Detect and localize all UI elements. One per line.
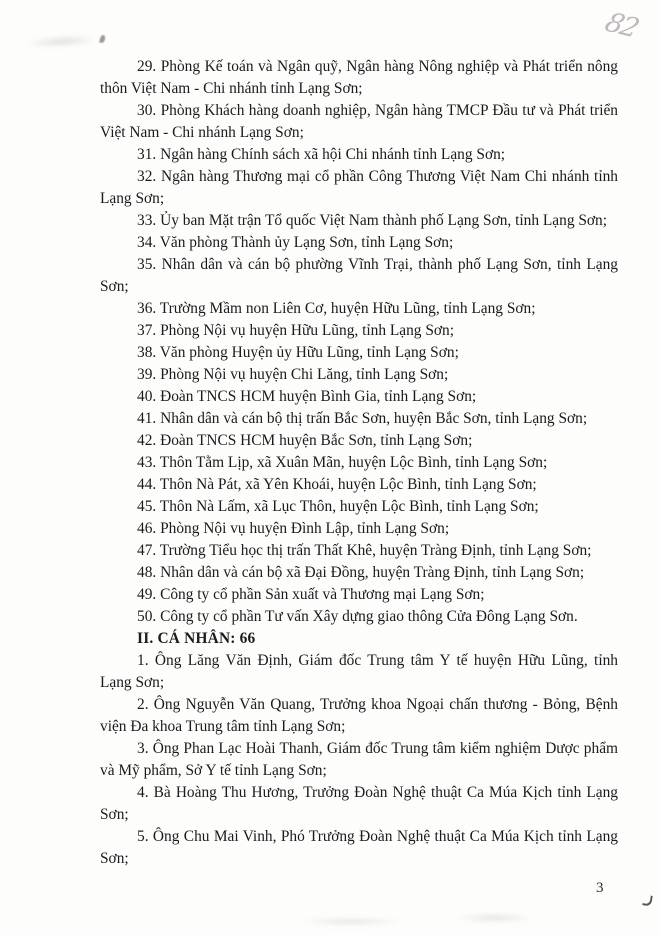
scan-speck — [99, 34, 106, 43]
list-item: 34. Văn phòng Thành ủy Lạng Sơn, tỉnh Lạng Sơn; — [137, 234, 454, 251]
scan-artifact-bottom-right — [642, 894, 653, 906]
list-item: 40. Đoàn TNCS HCM huyện Bình Gia, tỉnh Lạng Sơn; — [137, 388, 477, 405]
list-item: 3. Ông Phan Lạc Hoài Thanh, Giám đốc Trung tâm kiểm nghiệm Dược phẩm và Mỹ phẩm, Sở Y tế tỉnh Lạng Sơn; — [100, 740, 618, 779]
list-item: 33. Ủy ban Mặt trận Tổ quốc Việt Nam thành phố Lạng Sơn, tỉnh Lạng Sơn; — [137, 212, 608, 229]
scan-smudge-bottom-center — [455, 913, 535, 923]
list-item: 2. Ông Nguyễn Văn Quang, Trưởng khoa Ngoại chấn thương - Bỏng, Bệnh viện Đa khoa Trung tâm tỉnh Lạng Sơn; — [100, 696, 618, 735]
organizations-list — [100, 56, 618, 628]
list-item: 39. Phòng Nội vụ huyện Chi Lăng, tỉnh Lạng Sơn; — [137, 366, 449, 383]
list-item: 46. Phòng Nội vụ huyện Đình Lập, tỉnh Lạng Sơn; — [137, 520, 450, 537]
list-item: 29. Phòng Kế toán và Ngân quỹ, Ngân hàng Nông nghiệp và Phát triển nông thôn Việt Nam - Chi nhánh tỉnh Lạng Sơn; — [100, 58, 618, 97]
list-item: 48. Nhân dân và cán bộ xã Đại Đồng, huyện Tràng Định, tỉnh Lạng Sơn; — [137, 564, 585, 581]
list-item: 43. Thôn Tằm Lịp, xã Xuân Mãn, huyện Lộc Bình, tỉnh Lạng Sơn; — [137, 454, 548, 471]
list-item: 1. Ông Lăng Văn Định, Giám đốc Trung tâm Y tế huyện Hữu Lũng, tỉnh Lạng Sơn; — [100, 652, 618, 691]
list-item: 42. Đoàn TNCS HCM huyện Bắc Sơn, tỉnh Lạng Sơn; — [137, 432, 473, 449]
list-item: 44. Thôn Nà Pát, xã Yên Khoái, huyện Lộc Bình, tỉnh Lạng Sơn; — [137, 476, 537, 493]
list-item: 35. Nhân dân và cán bộ phường Vĩnh Trại, thành phố Lạng Sơn, tỉnh Lạng Sơn; — [100, 256, 618, 295]
document-body — [100, 56, 618, 870]
list-item: 4. Bà Hoàng Thu Hương, Trưởng Đoàn Nghệ thuật Ca Múa Kịch tỉnh Lạng Sơn; — [100, 784, 618, 823]
list-item: 31. Ngân hàng Chính sách xã hội Chi nhánh tỉnh Lạng Sơn; — [137, 146, 506, 163]
list-item: 38. Văn phòng Huyện ủy Hữu Lũng, tỉnh Lạng Sơn; — [137, 344, 459, 361]
list-item: 36. Trường Mầm non Liên Cơ, huyện Hữu Lũng, tỉnh Lạng Sơn; — [137, 300, 536, 317]
list-item: 37. Phòng Nội vụ huyện Hữu Lũng, tỉnh Lạng Sơn; — [137, 322, 455, 339]
scan-smudge-top-left — [26, 34, 99, 50]
list-item: 47. Trường Tiểu học thị trấn Thất Khê, huyện Tràng Định, tỉnh Lạng Sơn; — [137, 542, 592, 559]
section-heading-individuals: II. CÁ NHÂN: 66 — [137, 630, 256, 647]
list-item: 50. Công ty cổ phần Tư vấn Xây dựng giao thông Cửa Đông Lạng Sơn. — [137, 608, 578, 625]
list-item: 49. Công ty cổ phần Sản xuất và Thương mại Lạng Sơn; — [137, 586, 485, 603]
list-item: 45. Thôn Nà Lấm, xã Lục Thôn, huyện Lộc Bình, tỉnh Lạng Sơn; — [137, 498, 539, 515]
list-item: 41. Nhân dân và cán bộ thị trấn Bắc Sơn, huyện Bắc Sơn, tỉnh Lạng Sơn; — [137, 410, 588, 427]
page-number: 3 — [596, 880, 604, 896]
list-item: 5. Ông Chu Mai Vinh, Phó Trưởng Đoàn Nghệ thuật Ca Múa Kịch tỉnh Lạng Sơn; — [100, 828, 618, 867]
list-item: 30. Phòng Khách hàng doanh nghiệp, Ngân hàng TMCP Đầu tư và Phát triển Việt Nam - Chi nhánh Lạng Sơn; — [100, 102, 618, 141]
scan-smudge-bottom-left — [296, 918, 406, 925]
individuals-list — [100, 650, 618, 870]
handwritten-page-mark: 82 — [600, 7, 642, 44]
list-item: 32. Ngân hàng Thương mại cổ phần Công Thương Việt Nam Chi nhánh tỉnh Lạng Sơn; — [100, 168, 618, 207]
